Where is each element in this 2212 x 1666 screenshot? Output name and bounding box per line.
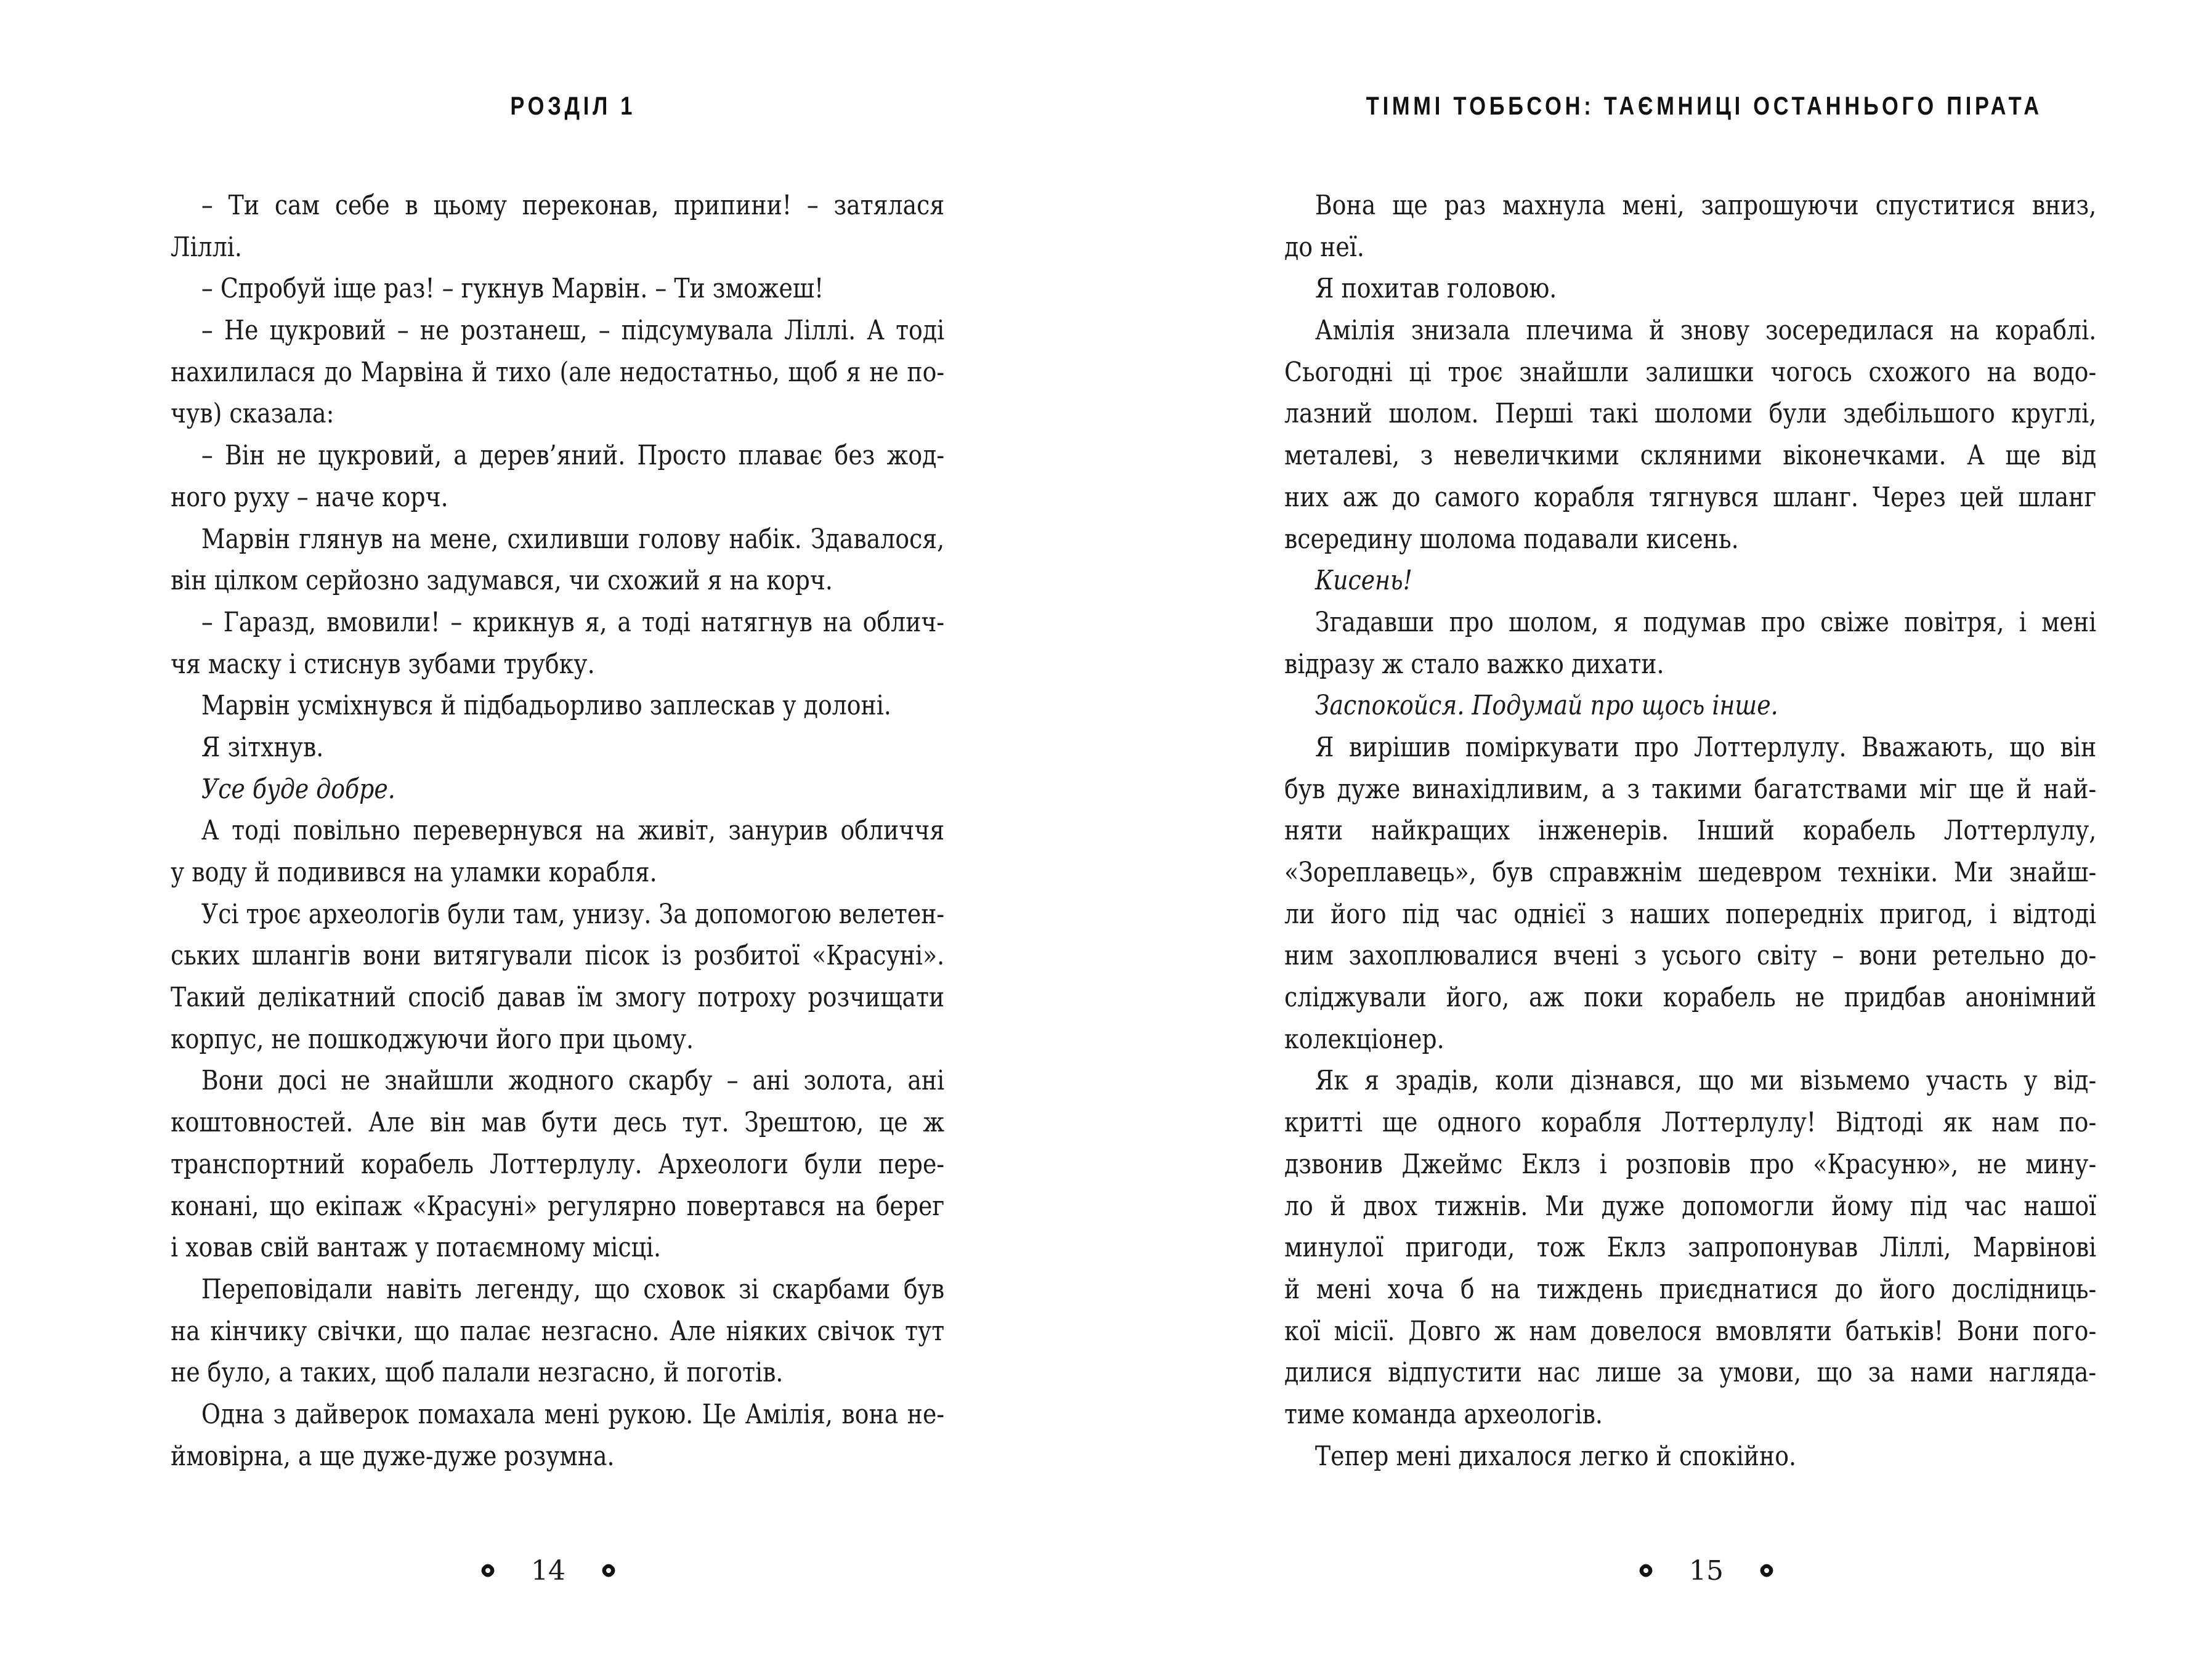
- text-line: Усе буде добре.: [201, 773, 395, 805]
- running-head-chapter: РОЗДІЛ 1: [510, 91, 636, 120]
- text-line: ймовірна, а ще дуже-дуже розумна.: [171, 1440, 615, 1472]
- text-line: – Спробуй іще раз! – гукнув Марвін. – Ти зможеш!: [201, 273, 824, 305]
- text-line: дзвонив Джеймс Еклз і розповів про «Красуню», не мину-: [1284, 1148, 2097, 1180]
- text-line: Ліллі.: [171, 231, 242, 263]
- text-line: – Ти сам себе в цьому переконав, припини! – затялася: [201, 190, 945, 221]
- text-line: ного руху – наче корч.: [171, 481, 448, 513]
- text-line: А тоді повільно перевернувся на живіт, занурив обличчя: [201, 815, 945, 847]
- page-footer: [1639, 1549, 1774, 1592]
- text-line: до неї.: [1284, 231, 1364, 263]
- running-head-book-title: ТІММІ ТОББСОН: ТАЄМНИЦІ ОСТАННЬОГО ПІРАТА: [1366, 91, 2043, 120]
- text-line: нахилилася до Марвіна й тихо (але недостатньо, щоб я не по-: [171, 356, 945, 388]
- text-line: чя маску і стиснув зубами трубку.: [171, 648, 595, 680]
- text-line: критті ще одного корабля Лоттерлулу! Відтоді як нам по-: [1284, 1107, 2097, 1139]
- text-line: Такий делікатний спосіб давав їм змогу потроху розчищати: [171, 982, 945, 1014]
- text-line: Вони досі не знайшли жодного скарбу – ані золота, ані: [201, 1065, 945, 1097]
- text-line: конані, що екіпаж «Красуні» регулярно повертався на берег: [171, 1190, 945, 1222]
- text-line: Марвін глянув на мене, схиливши голову набік. Здавалося,: [201, 523, 945, 555]
- text-line: він цілком серйозно задумався, чи схожий я на корч.: [171, 565, 833, 597]
- text-line: Переповідали навіть легенду, що сховок зі скарбами був: [201, 1273, 945, 1305]
- text-line: минулої пригоди, тож Еклз запропонував Ліллі, Марвінові: [1284, 1232, 2097, 1264]
- text-line: ло й двох тижнів. Ми дуже допомогли йому під час нашої: [1284, 1190, 2097, 1222]
- text-line: Заспокойся. Подумай про щось інше.: [1315, 690, 1778, 722]
- text-line: Я вирішив поміркувати про Лоттерлулу. Вважають, що він: [1315, 731, 2097, 763]
- text-line: у воду й подивився на уламки корабля.: [171, 857, 657, 888]
- text-line: коштовностей. Але він мав бути десь тут. Зрештою, це ж: [171, 1107, 945, 1139]
- text-line: лазний шолом. Перші такі шоломи були здебільшого круглі,: [1284, 398, 2097, 430]
- text-line: Одна з дайверок помахала мені рукою. Це Амілія, вона не-: [201, 1398, 945, 1430]
- text-line: Тепер мені дихалося легко й спокійно.: [1315, 1440, 1797, 1472]
- ornament-icon: [1759, 1563, 1774, 1578]
- text-line: – Не цукровий – не розтанеш, – підсумувала Ліллі. А тоді: [201, 315, 945, 347]
- text-line: Згадавши про шолом, я подумав про свіже повітря, і мені: [1315, 606, 2097, 638]
- text-line: Вона ще раз махнула мені, запрошуючи спуститися вниз,: [1315, 190, 2097, 221]
- text-line: ських шлангів вони витягували пісок із розбитої «Красуні».: [171, 940, 945, 972]
- text-line: них аж до самого корабля тягнувся шланг. Через цей шланг: [1284, 481, 2097, 513]
- text-line: корпус, не пошкоджуючи його при цьому.: [171, 1023, 694, 1055]
- text-line: Кисень!: [1315, 565, 1412, 597]
- ornament-icon: [1639, 1563, 1653, 1578]
- text-line: ним захоплювалися вчені з усього світу – вони ретельно до-: [1284, 940, 2097, 972]
- page-number: 15: [1689, 1555, 1724, 1587]
- text-line: «Зореплавець», був справжнім шедевром техніки. Ми знайш-: [1284, 857, 2097, 888]
- text-line: чув) сказала:: [171, 398, 334, 430]
- text-line: Усі троє археологів були там, унизу. За допомогою велетен-: [201, 898, 945, 930]
- text-line: колекціонер.: [1284, 1023, 1444, 1055]
- text-line: відразу ж стало важко дихати.: [1284, 648, 1664, 680]
- text-line: няти найкращих інженерів. Інший корабель Лоттерлулу,: [1284, 815, 2097, 847]
- page-footer: [480, 1549, 616, 1592]
- text-line: сліджували його, аж поки корабель не придбав анонімний: [1284, 982, 2097, 1014]
- right-page: [1106, 0, 2212, 1666]
- text-line: ли його під час однієї з наших попередніх пригод, і відтоді: [1284, 898, 2097, 930]
- text-line: кої місії. Довго ж нам довелося вмовляти батьків! Вони пого-: [1284, 1315, 2097, 1347]
- text-line: металеві, з невеличкими скляними віконечками. А ще від: [1284, 440, 2097, 472]
- text-line: був дуже винахідливим, а з такими багатствами міг ще й най-: [1284, 773, 2097, 805]
- text-line: й мені хоча б на тиждень приєднатися до його дослідниць-: [1284, 1273, 2097, 1305]
- text-line: Як я зрадів, коли дізнався, що ми візьмемо участь у від-: [1315, 1065, 2097, 1097]
- ornament-icon: [601, 1563, 616, 1578]
- text-line: Сьогодні ці троє знайшли залишки чогось схожого на водо-: [1284, 356, 2097, 388]
- body-text: [1284, 185, 2096, 1477]
- page-number: 14: [531, 1555, 565, 1587]
- text-line: не було, а таких, щоб палали незгасно, й поготів.: [171, 1357, 784, 1389]
- text-line: всередину шолома подавали кисень.: [1284, 523, 1739, 555]
- text-line: – Гаразд, вмовили! – крикнув я, а тоді натягнув на облич-: [201, 606, 945, 638]
- text-line: і ховав свій вантаж у потаємному місці.: [171, 1232, 662, 1264]
- text-line: Я зітхнув.: [201, 731, 324, 763]
- text-line: на кінчику свічки, що палає незгасно. Але ніяких свічок тут: [171, 1315, 945, 1347]
- text-line: – Він не цукровий, а дерев’яний. Просто плаває без жод-: [201, 440, 945, 472]
- body-text: [171, 185, 944, 1477]
- text-line: транспортний корабель Лоттерлулу. Археологи були пере-: [171, 1148, 945, 1180]
- ornament-icon: [480, 1563, 495, 1578]
- text-line: Я похитав головою.: [1315, 273, 1557, 305]
- text-line: Амілія знизала плечима й знову зосередилася на кораблі.: [1315, 315, 2097, 347]
- text-line: тиме команда археологів.: [1284, 1398, 1603, 1430]
- text-line: дилися відпустити нас лише за умови, що за нами нагляда-: [1284, 1357, 2097, 1389]
- text-line: Марвін усміхнувся й підбадьорливо заплескав у долоні.: [201, 690, 891, 722]
